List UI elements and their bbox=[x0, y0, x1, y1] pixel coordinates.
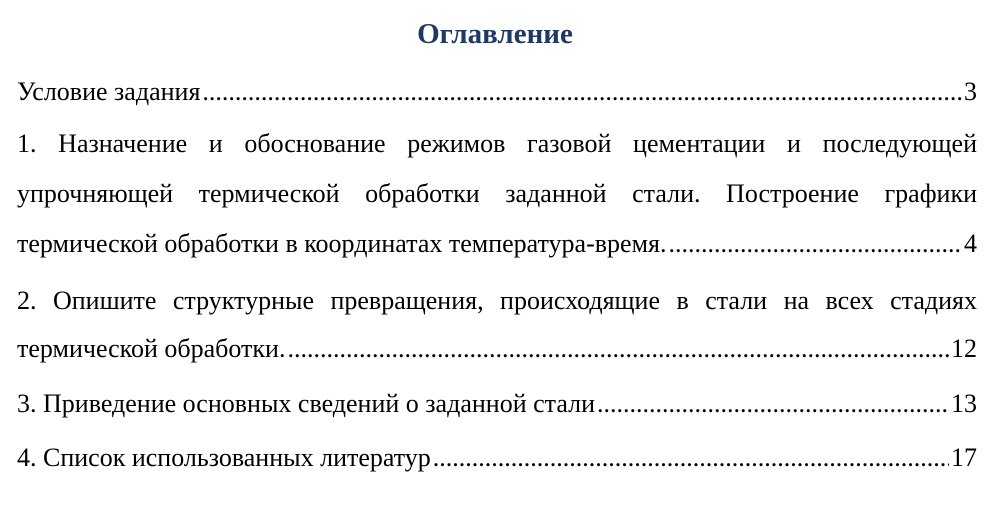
toc-page-number: 13 bbox=[951, 389, 977, 418]
toc-entry-text: термической обработки в координатах температура-время. bbox=[17, 229, 667, 258]
toc-entry-text: термической обработки. bbox=[17, 334, 286, 363]
dot-leader bbox=[668, 224, 962, 264]
toc-entry-task-condition[interactable] bbox=[17, 72, 977, 112]
dot-leader bbox=[202, 72, 962, 112]
toc-entry-text: 1. Назначение и обоснование режимов газовой цементации и последующей bbox=[17, 129, 977, 158]
toc-entry-2-line-1[interactable] bbox=[17, 281, 977, 321]
toc-page-number: 3 bbox=[964, 77, 977, 106]
toc-entry-1-line-1[interactable] bbox=[17, 124, 977, 164]
toc-entry-4[interactable] bbox=[17, 438, 977, 478]
toc-page-number: 12 bbox=[951, 334, 977, 363]
toc-page-number: 17 bbox=[951, 443, 977, 472]
dot-leader bbox=[287, 329, 949, 369]
toc-entry-text: упрочняющей термической обработки заданной стали. Построение графики bbox=[17, 179, 977, 208]
toc-entry-text: 3. Приведение основных сведений о заданной стали bbox=[17, 389, 595, 418]
toc-entry-2-line-2[interactable] bbox=[17, 329, 977, 369]
toc-entry-text: 4. Список использованных литератур bbox=[17, 443, 431, 472]
toc-entry-1-line-2[interactable] bbox=[17, 174, 977, 214]
toc-entry-text: 2. Опишите структурные превращения, происходящие в стали на всех стадиях bbox=[17, 286, 977, 315]
page-title: Оглавление bbox=[417, 18, 573, 50]
toc-entry-1-line-3[interactable] bbox=[17, 224, 977, 264]
toc-entry-3[interactable] bbox=[17, 384, 977, 424]
dot-leader bbox=[433, 438, 949, 478]
toc-page-number: 4 bbox=[964, 229, 977, 258]
dot-leader bbox=[597, 384, 949, 424]
toc-entry-text: Условие задания bbox=[17, 77, 201, 106]
